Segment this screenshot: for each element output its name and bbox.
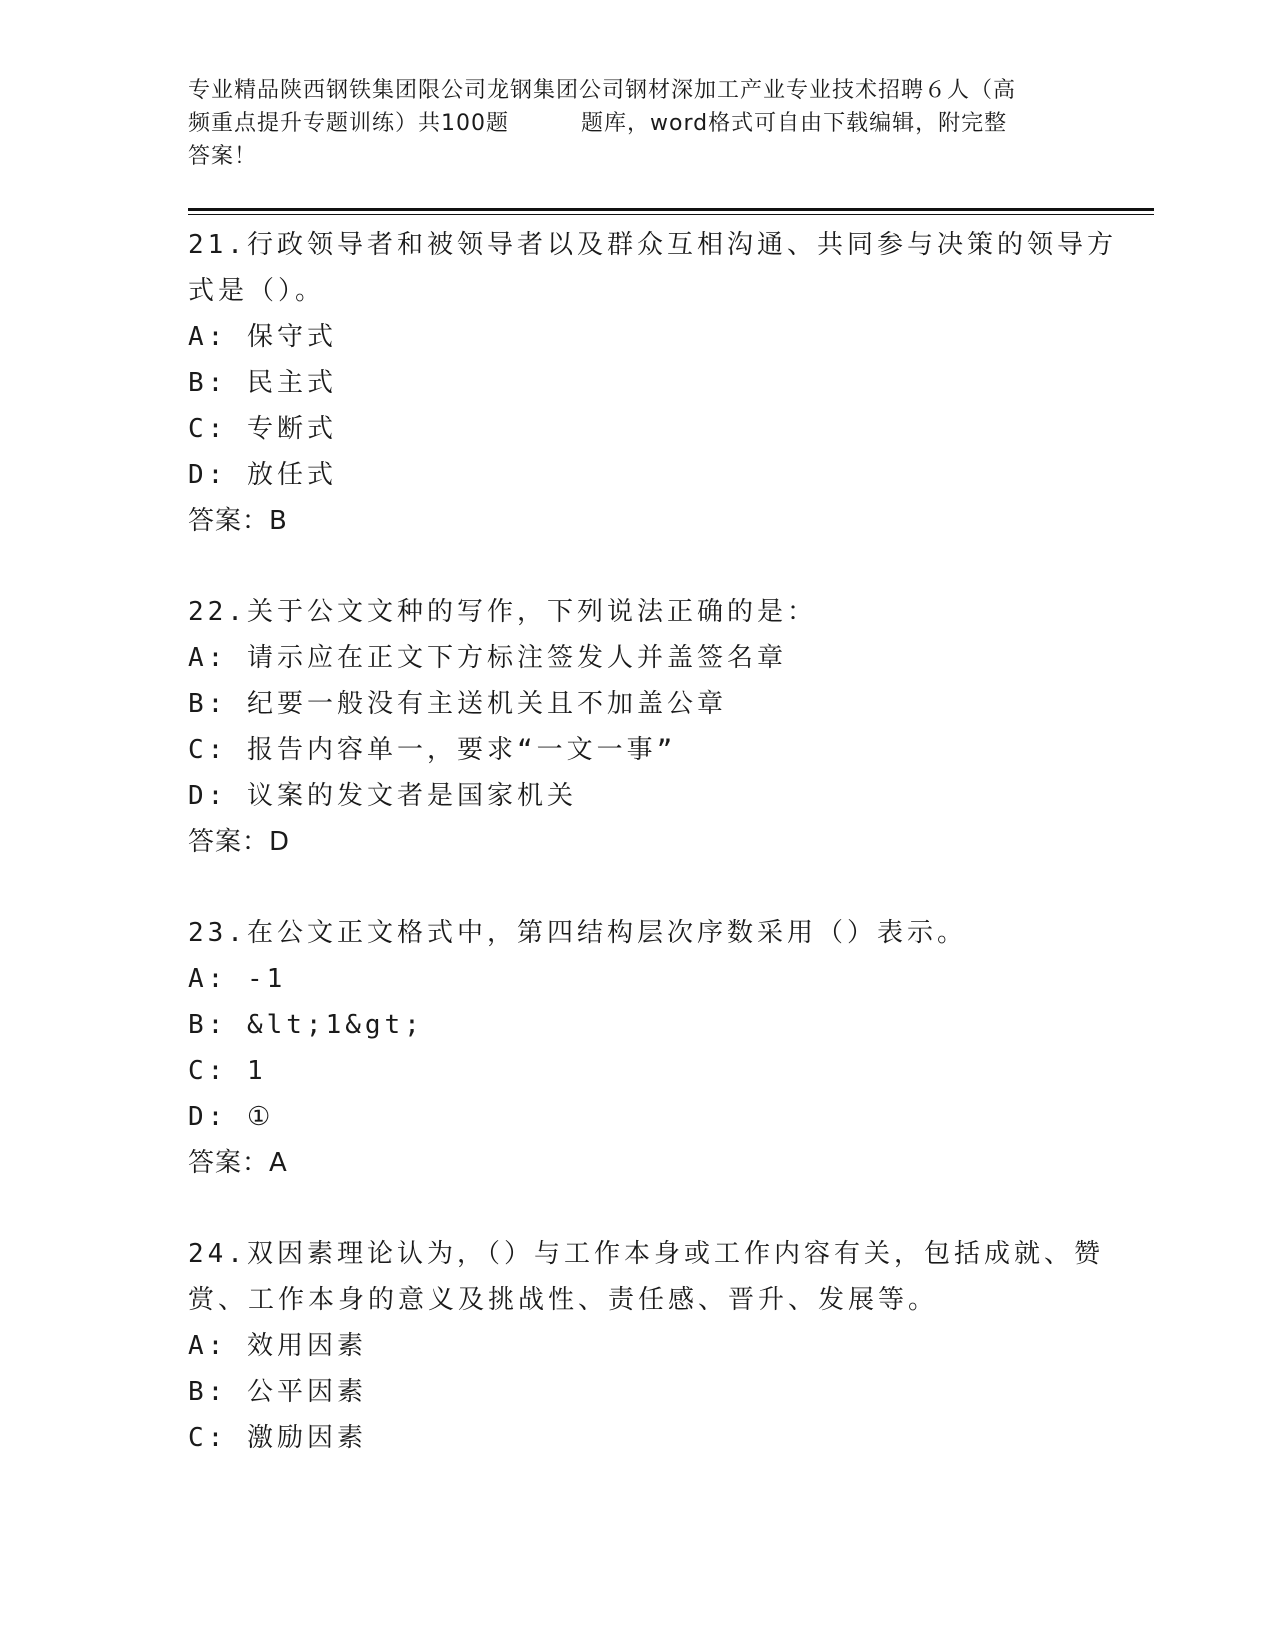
option-c: C: 1 [188,1056,267,1086]
question-23 [188,910,1088,1186]
question-stem: 22.关于公文文种的写作，下列说法正确的是： [188,597,817,627]
header-divider-thick [188,208,1154,211]
option-b: B: 公平因素 [188,1377,367,1407]
answer: 答案：A [188,1148,288,1178]
answer: 答案：D [188,827,291,857]
question-list [188,222,1117,1506]
option-a: A: 效用因素 [188,1331,367,1361]
question-stem: 24.双因素理论认为，（）与工作本身或工作内容有关，包括成就、赞 [188,1239,1104,1269]
option-d: D: 议案的发文者是国家机关 [188,781,577,811]
option-a: A: -1 [188,964,287,994]
option-c: C: 激励因素 [188,1423,367,1453]
question-stem: 21.行政领导者和被领导者以及群众互相沟通、共同参与决策的领导方 [188,230,1117,260]
question-stem: 23.在公文正文格式中，第四结构层次序数采用（）表示。 [188,918,967,948]
option-b: B: 纪要一般没有主送机关且不加盖公章 [188,689,727,719]
option-c: C: 专断式 [188,414,337,444]
question-22 [188,589,1088,865]
question-stem-continued: 赏、工作本身的意义及挑战性、责任感、晋升、发展等。 [188,1285,939,1315]
option-d: D: ① [188,1102,275,1132]
question-stem-continued: 式是（）。 [188,276,326,306]
header-line-2-part-2: 题库，word格式可自由下载编辑，附完整 [581,111,1008,136]
answer: 答案：B [188,506,288,536]
option-d: D: 放任式 [188,460,337,490]
document-header [188,74,1088,173]
option-a: A: 保守式 [188,322,337,352]
header-line-2-part-1: 频重点提升专题训练）共100题 [188,111,509,136]
header-divider-thin [188,214,1154,215]
question-24 [188,1231,1104,1461]
header-line-3: 答案！ [188,144,258,169]
option-b: B: &lt;1&gt; [188,1010,424,1040]
header-line-1: 专业精品陕西钢铁集团限公司龙钢集团公司钢材深加工产业专业技术招聘６人（高 [188,78,1017,103]
question-21 [188,222,1117,544]
header-line-2 [188,107,1088,140]
option-a: A: 请示应在正文下方标注签发人并盖签名章 [188,643,787,673]
option-b: B: 民主式 [188,368,337,398]
option-c: C: 报告内容单一，要求“一文一事” [188,735,677,765]
